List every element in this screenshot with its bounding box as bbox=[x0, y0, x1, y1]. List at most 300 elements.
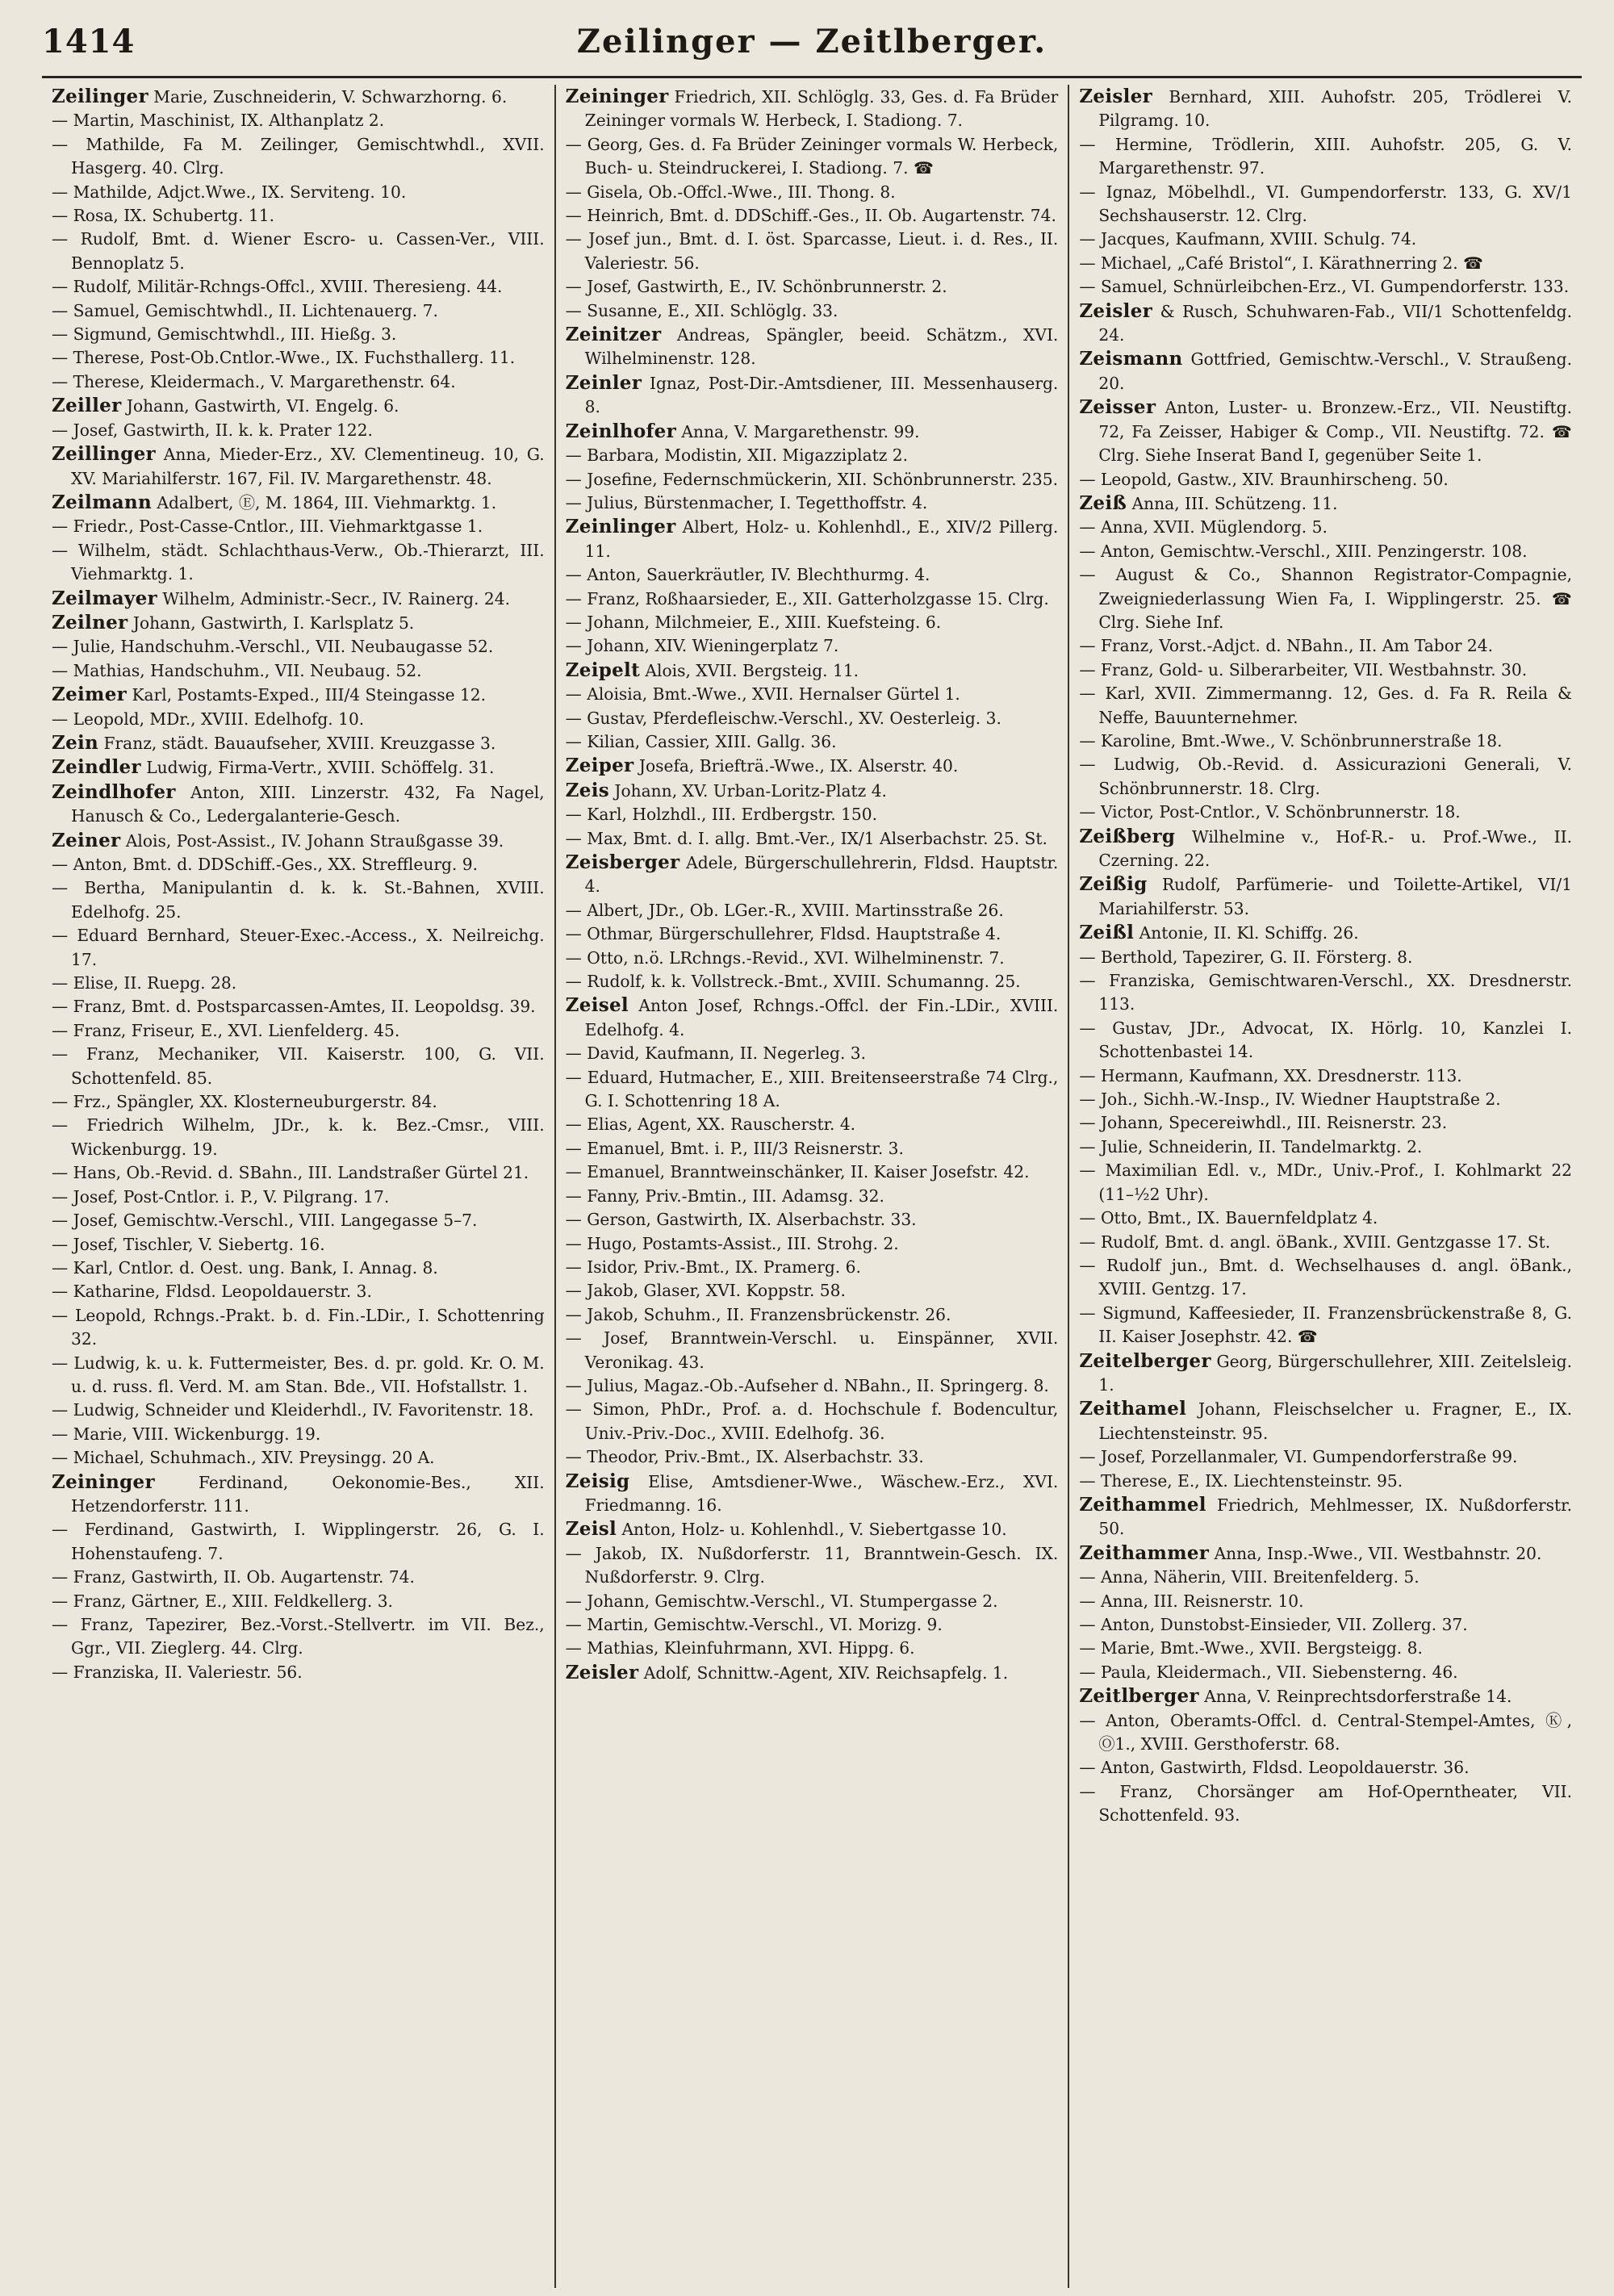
directory-entry bbox=[566, 634, 1059, 658]
entry-text: Andreas, Spängler, beeid. Schätzm., XVI. Wilhelminenstr. 128. bbox=[584, 325, 1059, 369]
entry-surname: Zeinlhofer bbox=[565, 420, 676, 442]
entry-text: Georg, Bürgerschullehrer, XIII. Zeitelsleig. 1. bbox=[1098, 1351, 1573, 1395]
entry-text: — Mathilde, Fa M. Zeilinger, Gemischtwhdl., XVII. Hasgerg. 40. Clrg. bbox=[52, 134, 545, 178]
entry-surname: Zeißberg bbox=[1079, 825, 1176, 847]
entry-text: — Therese, Kleidermach., V. Margarethenstr. 64. bbox=[52, 371, 456, 391]
directory-entry bbox=[1079, 634, 1572, 658]
entry-text: Adolf, Schnittw.-Agent, XIV. Reichsapfelg. 1. bbox=[638, 1662, 1009, 1683]
entry-surname: Zeininger bbox=[565, 86, 669, 107]
entry-text: — Therese, E., IX. Liechtensteinstr. 95. bbox=[1079, 1470, 1403, 1491]
entry-text: Johann, Gastwirth, I. Karlsplatz 5. bbox=[128, 613, 415, 633]
directory-entry bbox=[566, 1374, 1059, 1398]
entry-text: Johann, Gastwirth, VI. Engelg. 6. bbox=[121, 396, 399, 416]
entry-text: Johann, XV. Urban-Loritz-Platz 4. bbox=[608, 780, 887, 801]
entry-text: — Gustav, JDr., Advocat, IX. Hörlg. 10, Kanzlei I. Schottenbastei 14. bbox=[1079, 1018, 1573, 1062]
entry-text: — Gisela, Ob.-Offcl.-Wwe., III. Thong. 8. bbox=[565, 182, 896, 202]
entry-surname: Zeis bbox=[565, 779, 609, 801]
entry-text: — Karl, Cntlor. d. Oest. ung. Bank, I. Annag. 8. bbox=[52, 1257, 438, 1278]
entry-text: — Samuel, Schnürleibchen-Erz., VI. Gumpendorferstr. 133. bbox=[1079, 277, 1570, 297]
directory-entry bbox=[566, 993, 1059, 1042]
directory-entry bbox=[52, 683, 545, 707]
entry-surname: Zeillinger bbox=[52, 443, 156, 466]
directory-entry bbox=[566, 947, 1059, 970]
entry-text: — Hermann, Kaufmann, XX. Dresdnerstr. 113. bbox=[1079, 1065, 1462, 1085]
directory-entry bbox=[52, 1399, 545, 1422]
directory-entry bbox=[1079, 275, 1572, 299]
directory-entry bbox=[1079, 1780, 1572, 1828]
directory-entry bbox=[566, 228, 1059, 275]
directory-entry bbox=[52, 1470, 545, 1519]
directory-entry bbox=[52, 1186, 545, 1209]
directory-entry bbox=[566, 1470, 1059, 1518]
entry-text: — Paula, Kleidermach., VII. Siebensterng. 46. bbox=[1079, 1662, 1458, 1682]
directory-entry bbox=[1079, 1159, 1572, 1207]
directory-entry bbox=[566, 1161, 1059, 1184]
entry-text: Franz, städt. Bauaufseher, XVIII. Kreuzgasse 3. bbox=[98, 733, 496, 753]
directory-entry bbox=[52, 1423, 545, 1446]
entry-text: — Friedrich Wilhelm, JDr., k. k. Bez.-Cmsr., VIII. Wickenburgg. 19. bbox=[52, 1115, 545, 1159]
entry-text: — Josefine, Federnschmückerin, XII. Schönbrunnerstr. 235. bbox=[565, 469, 1058, 489]
entry-surname: Zeiper bbox=[565, 755, 634, 777]
directory-entry bbox=[52, 780, 545, 829]
directory-entry bbox=[1079, 85, 1572, 133]
directory-entry bbox=[1079, 659, 1572, 682]
directory-entry bbox=[52, 442, 545, 491]
directory-entry bbox=[52, 1019, 545, 1043]
directory-entry bbox=[1079, 1756, 1572, 1780]
directory-entry bbox=[52, 181, 545, 204]
directory-entry bbox=[1079, 1111, 1572, 1135]
directory-entry bbox=[1079, 1302, 1572, 1349]
entry-text: — Mathias, Kleinfuhrmann, XVI. Hippg. 6. bbox=[565, 1638, 915, 1658]
directory-entry bbox=[1079, 491, 1572, 516]
entry-text: — Anton, Dunstobst-Einsieder, VII. Zollerg. 37. bbox=[1079, 1615, 1468, 1634]
entry-text: — Karl, XVII. Zimmermanng. 12, Ges. d. Fa R. Reila & Neffe, Bauunternehmer. bbox=[1079, 684, 1573, 727]
page-header bbox=[42, 18, 1582, 78]
directory-entry bbox=[52, 1304, 545, 1352]
entry-text: — Susanne, E., XII. Schlöglg. 33. bbox=[565, 300, 838, 320]
entry-text: — Samuel, Gemischtwhdl., II. Lichtenauerg. 7. bbox=[52, 300, 438, 320]
entry-text: — Katharine, Fldsd. Leopoldauerstr. 3. bbox=[52, 1282, 372, 1302]
directory-entry bbox=[1079, 1709, 1572, 1757]
entry-columns bbox=[42, 85, 1582, 2288]
entry-text: — Sigmund, Gemischtwhdl., III. Hießg. 3. bbox=[52, 324, 397, 345]
entry-text: — Franz, Bmt. d. Postsparcassen-Amtes, II. Leopoldsg. 39. bbox=[52, 997, 536, 1017]
entry-text: — Jakob, Schuhm., II. Franzensbrückenstr. 26. bbox=[565, 1304, 951, 1324]
entry-text: — Marie, VIII. Wickenburgg. 19. bbox=[52, 1424, 321, 1444]
entry-text: — Anton, Oberamts-Offcl. d. Central-Stempel-Amtes, Ⓚ, Ⓞ1., XVIII. Gersthoferstr. 68. bbox=[1079, 1710, 1573, 1754]
entry-text: Wilhelm, Administr.-Secr., IV. Rainerg. 24. bbox=[157, 588, 510, 609]
entry-surname: Zeisig bbox=[565, 1470, 630, 1492]
page-number: 1414 bbox=[42, 23, 136, 61]
entry-surname: Zeindler bbox=[52, 756, 141, 779]
directory-entry bbox=[52, 1446, 545, 1470]
entry-text: — Johann, Specereiwhdl., III. Reisnerstr. 23. bbox=[1079, 1113, 1448, 1133]
entry-text: — Josef, Porzellanmaler, VI. Gumpendorferstraße 99. bbox=[1079, 1447, 1518, 1467]
directory-entry bbox=[566, 611, 1059, 634]
directory-entry bbox=[566, 1637, 1059, 1660]
entry-text: & Rusch, Schuhwaren-Fab., VII/1 Schottenfeldg. 24. bbox=[1098, 301, 1573, 345]
entry-text: Anna, V. Reinprechtsdorferstraße 14. bbox=[1198, 1687, 1512, 1707]
directory-entry bbox=[1079, 1566, 1572, 1589]
directory-entry bbox=[566, 730, 1059, 754]
directory-entry bbox=[1079, 395, 1572, 467]
entry-surname: Zeinlinger bbox=[565, 516, 676, 538]
entry-text: — Anton, Bmt. d. DDSchiff.-Ges., XX. Streffleurg. 9. bbox=[52, 855, 479, 874]
directory-entry bbox=[52, 876, 545, 924]
directory-entry bbox=[1079, 347, 1572, 395]
directory-entry bbox=[52, 659, 545, 683]
entry-text: Anton, XIII. Linzerstr. 432, Fa Nagel, Hanusch & Co., Ledergalanterie-Gesch. bbox=[71, 782, 545, 826]
entry-text: — Jakob, Glaser, XVI. Koppstr. 58. bbox=[565, 1281, 846, 1301]
directory-entry bbox=[566, 1398, 1059, 1445]
entry-text: — Gustav, Pferdefleischw.-Verschl., XV. Oesterleig. 3. bbox=[565, 708, 1001, 728]
entry-text: — Anton, Gastwirth, Fldsd. Leopoldauerstr. 36. bbox=[1079, 1758, 1470, 1778]
directory-entry bbox=[566, 1445, 1059, 1469]
entry-surname: Zeinitzer bbox=[565, 324, 662, 346]
entry-text: — Johann, XIV. Wieningerplatz 7. bbox=[565, 636, 839, 656]
entry-text: — Eduard, Hutmacher, E., XIII. Breitenseerstraße 74 Clrg., G. I. Schottenring 18 A. bbox=[565, 1067, 1059, 1111]
directory-entry bbox=[566, 1590, 1059, 1613]
entry-text: Elise, Amtsdiener-Wwe., Wäschew.-Erz., XVI. Friedmanng. 16. bbox=[584, 1471, 1059, 1515]
entry-text: — Johann, Milchmeier, E., XIII. Kuefsteing. 6. bbox=[565, 612, 942, 632]
entry-text: Adele, Bürgerschullehrerin, Fldsd. Hauptstr. 4. bbox=[584, 853, 1059, 897]
directory-entry bbox=[566, 181, 1059, 204]
directory-entry bbox=[566, 659, 1059, 683]
entry-text: — Wilhelm, städt. Schlachthaus-Verw., Ob.-Thierarzt, III. Viehmarktg. 1. bbox=[52, 540, 545, 584]
directory-entry bbox=[566, 1661, 1059, 1685]
entry-text: — Albert, JDr., Ob. LGer.-R., XVIII. Martinsstraße 26. bbox=[565, 900, 1004, 920]
directory-entry bbox=[1079, 921, 1572, 945]
entry-surname: Zeisler bbox=[565, 1661, 639, 1683]
entry-text: — Mathias, Handschuhm., VII. Neubaug. 52. bbox=[52, 660, 422, 680]
directory-entry bbox=[566, 444, 1059, 467]
directory-entry bbox=[1079, 1349, 1572, 1398]
entry-text: Albert, Holz- u. Kohlenhdl., E., XIV/2 Pillerg. 11. bbox=[584, 517, 1059, 561]
entry-text: — Josef, Gastwirth, II. k. k. Prater 122. bbox=[52, 420, 373, 440]
entry-text: — Rudolf, Militär-Rchngs-Offcl., XVIII. Theresieng. 44. bbox=[52, 277, 503, 297]
entry-text: — Josef, Branntwein-Verschl. u. Einspänner, XVII. Veronikag. 43. bbox=[565, 1328, 1059, 1372]
directory-entry bbox=[1079, 1207, 1572, 1230]
entry-text: — Michael, „Café Bristol“, I. Kärathnerring 2. ☎ bbox=[1079, 253, 1484, 273]
directory-entry bbox=[1079, 1493, 1572, 1541]
directory-entry bbox=[1079, 730, 1572, 753]
directory-entry bbox=[566, 563, 1059, 587]
entry-text: — Anna, Näherin, VIII. Breitenfelderg. 5. bbox=[1079, 1567, 1420, 1587]
entry-surname: Zeisberger bbox=[565, 851, 680, 873]
entry-text: — Mathilde, Adjct.Wwe., IX. Serviteng. 10. bbox=[52, 182, 407, 202]
column-middle bbox=[554, 85, 1068, 2288]
entry-text: Anna, V. Margarethenstr. 99. bbox=[676, 421, 920, 441]
directory-entry bbox=[566, 1517, 1059, 1541]
directory-entry bbox=[566, 133, 1059, 181]
entry-text: — Marie, Bmt.-Wwe., XVII. Bergsteigg. 8. bbox=[1079, 1638, 1423, 1658]
entry-text: — Theodor, Priv.-Bmt., IX. Alserbachstr. 33. bbox=[565, 1447, 924, 1467]
entry-text: — Ludwig, k. u. k. Futtermeister, Bes. d. pr. gold. Kr. O. M. u. d. russ. fl. Verd. M. am Stan. Bde., VII. Hofstallstr. 1. bbox=[52, 1353, 545, 1396]
entry-text: — Gerson, Gastwirth, IX. Alserbachstr. 33. bbox=[565, 1210, 917, 1230]
entry-surname: Zeindlhofer bbox=[52, 780, 176, 803]
entry-surname: Zeiß bbox=[1079, 491, 1127, 514]
entry-surname: Zeithammer bbox=[1079, 1541, 1210, 1564]
entry-text: Alois, XVII. Bergsteig. 11. bbox=[640, 660, 859, 680]
entry-surname: Zeilmann bbox=[52, 491, 152, 513]
directory-entry bbox=[566, 371, 1059, 420]
entry-text: — Frz., Spängler, XX. Klosterneuburgerstr. 84. bbox=[52, 1092, 437, 1112]
directory-entry bbox=[1079, 1637, 1572, 1660]
entry-text: — Martin, Maschinist, IX. Althanplatz 2. bbox=[52, 111, 385, 131]
directory-entry bbox=[1079, 468, 1572, 491]
entry-surname: Zeinler bbox=[565, 371, 642, 394]
entry-text: — Hermine, Trödlerin, XIII. Auhofstr. 205, G. V. Margarethenstr. 97. bbox=[1079, 134, 1573, 178]
entry-text: — Karoline, Bmt.-Wwe., V. Schönbrunnerstraße 18. bbox=[1079, 730, 1503, 751]
directory-entry bbox=[566, 683, 1059, 706]
directory-entry bbox=[1079, 1088, 1572, 1111]
directory-entry bbox=[52, 708, 545, 731]
entry-text: Gottfried, Gemischtw.-Verschl., V. Straußeng. 20. bbox=[1098, 349, 1573, 393]
directory-entry bbox=[566, 851, 1059, 899]
directory-entry bbox=[52, 611, 545, 635]
directory-entry bbox=[52, 1257, 545, 1280]
directory-entry bbox=[1079, 1135, 1572, 1159]
entry-text: — Julius, Bürstenmacher, I. Tegetthoffstr. 4. bbox=[565, 492, 928, 512]
directory-entry bbox=[1079, 133, 1572, 181]
entry-text: — Heinrich, Bmt. d. DDSchiff.-Ges., II. Ob. Augartenstr. 74. bbox=[565, 206, 1056, 226]
entry-text: — Franz, Tapezirer, Bez.-Vorst.-Stellvertr. im VII. Bez., Ggr., VII. Zieglerg. 44. Clrg. bbox=[52, 1615, 545, 1658]
directory-entry bbox=[1079, 969, 1572, 1017]
entry-surname: Zeilmayer bbox=[52, 587, 157, 609]
entry-text: Anton, Holz- u. Kohlenhdl., V. Siebertgasse 10. bbox=[617, 1520, 1007, 1540]
directory-entry bbox=[52, 539, 545, 587]
entry-text: — Franz, Friseur, E., XVI. Lienfelderg. 45. bbox=[52, 1020, 400, 1040]
directory-entry bbox=[1079, 1445, 1572, 1469]
entry-text: Anna, III. Schützeng. 11. bbox=[1127, 493, 1338, 513]
entry-text: — Franz, Gärtner, E., XIII. Feldkellerg. 3. bbox=[52, 1591, 393, 1611]
directory-entry bbox=[1079, 753, 1572, 801]
entry-text: — Leopold, MDr., XVIII. Edelhofg. 10. bbox=[52, 709, 365, 729]
entry-text: Rudolf, Parfümerie- und Toilette-Artikel, VI/1 Mariahilferstr. 53. bbox=[1098, 875, 1573, 918]
entry-text: — Anton, Sauerkräutler, IV. Blechthurmg. 4. bbox=[565, 565, 930, 585]
directory-entry bbox=[52, 1233, 545, 1257]
entry-surname: Zeilinger bbox=[52, 86, 148, 107]
entry-text: Anna, Insp.-Wwe., VII. Westbahnstr. 20. bbox=[1209, 1543, 1542, 1563]
entry-text: Antonie, II. Kl. Schiffg. 26. bbox=[1134, 923, 1359, 943]
entry-text: — Jacques, Kaufmann, XVIII. Schulg. 74. bbox=[1079, 229, 1417, 249]
directory-entry bbox=[1079, 1541, 1572, 1566]
directory-entry bbox=[1079, 1397, 1572, 1445]
entry-text: — Eduard Bernhard, Steuer-Exec.-Access., X. Neilreichg. 17. bbox=[52, 926, 545, 969]
entry-text: — Anna, XVII. Müglendorg. 5. bbox=[1079, 517, 1328, 537]
directory-entry bbox=[52, 1043, 545, 1090]
entry-text: — Isidor, Priv.-Bmt., IX. Pramerg. 6. bbox=[565, 1257, 861, 1277]
directory-entry bbox=[52, 515, 545, 538]
directory-entry bbox=[52, 1590, 545, 1613]
entry-text: — David, Kaufmann, II. Negerleg. 3. bbox=[565, 1043, 867, 1064]
entry-text: — Josef, Post-Cntlor. i. P., V. Pilgrang. 17. bbox=[52, 1186, 390, 1207]
directory-entry bbox=[1079, 1661, 1572, 1684]
directory-entry bbox=[566, 491, 1059, 515]
entry-surname: Zeilner bbox=[52, 611, 128, 634]
directory-entry bbox=[52, 1566, 545, 1589]
entry-text: — Julie, Handschuhm.-Verschl., VII. Neubaugasse 52. bbox=[52, 637, 494, 657]
entry-text: Alois, Post-Assist., IV. Johann Straußgasse 39. bbox=[120, 830, 504, 851]
entry-text: — Emanuel, Bmt. i. P., III/3 Reisnerstr. 3. bbox=[565, 1138, 904, 1158]
directory-entry bbox=[52, 299, 545, 323]
entry-text: — Ludwig, Schneider und Kleiderhdl., IV. Favoritenstr. 18. bbox=[52, 1400, 534, 1420]
entry-text: — Fanny, Priv.-Bmtin., III. Adamsg. 32. bbox=[565, 1186, 884, 1206]
directory-entry bbox=[52, 1209, 545, 1232]
entry-text: — Anton, Gemischtw.-Verschl., XIII. Penzingerstr. 108. bbox=[1079, 541, 1528, 561]
entry-text: — Michael, Schuhmach., XIV. Preysingg. 20 A. bbox=[52, 1448, 435, 1468]
directory-entry bbox=[52, 491, 545, 515]
directory-entry bbox=[566, 970, 1059, 993]
directory-entry bbox=[566, 299, 1059, 323]
entry-text: Ignaz, Post-Dir.-Amtsdiener, III. Messenhauserg. 8. bbox=[584, 373, 1059, 417]
entry-surname: Zeiller bbox=[52, 395, 122, 417]
entry-text: — Rudolf, Bmt. d. angl. öBank., XVIII. Gentzgasse 17. St. bbox=[1079, 1232, 1551, 1252]
directory-entry bbox=[1079, 181, 1572, 228]
directory-entry bbox=[1079, 1254, 1572, 1302]
entry-text: — Franz, Gastwirth, II. Ob. Augartenstr. 74. bbox=[52, 1567, 415, 1587]
entry-text: — Leopold, Rchngs.-Prakt. b. d. Fin.-LDir., I. Schottenring 32. bbox=[52, 1305, 545, 1349]
directory-entry bbox=[52, 109, 545, 132]
entry-text: Wilhelmine v., Hof-R.- u. Prof.-Wwe., II. Czerning. 22. bbox=[1098, 826, 1573, 870]
directory-entry bbox=[1079, 1684, 1572, 1708]
entry-text: — Therese, Post-Ob.Cntlor.-Wwe., IX. Fuchsthallerg. 11. bbox=[52, 348, 516, 368]
entry-text: Anton, Luster- u. Bronzew.-Erz., VII. Neustiftg. 72, Fa Zeisser, Habiger & Comp., VII. Neustiftg. 72. ☎ Clrg. Siehe Inserat Band I, gegenüber Seite 1. bbox=[1098, 398, 1573, 466]
entry-text: — Franz, Vorst.-Adjct. d. NBahn., II. Am Tabor 24. bbox=[1079, 636, 1494, 656]
directory-entry bbox=[566, 1613, 1059, 1637]
directory-entry bbox=[52, 1114, 545, 1161]
entry-text: — Rosa, IX. Schubertg. 11. bbox=[52, 206, 275, 226]
directory-entry bbox=[52, 133, 545, 181]
entry-text: — Karl, Holzhdl., III. Erdbergstr. 150. bbox=[565, 805, 878, 825]
entry-text: — Julius, Magaz.-Ob.-Aufseher d. NBahn., II. Springerg. 8. bbox=[565, 1375, 1049, 1395]
directory-entry bbox=[566, 707, 1059, 730]
entry-text: — Josef, Gemischtw.-Verschl., VIII. Langegasse 5–7. bbox=[52, 1211, 478, 1231]
entry-text: — Martin, Gemischtw.-Verschl., VI. Morizg. 9. bbox=[565, 1615, 943, 1634]
directory-entry bbox=[566, 1279, 1059, 1303]
directory-entry bbox=[52, 346, 545, 370]
entry-text: — August & Co., Shannon Registrator-Compagnie, Zweigniederlassung Wien Fa, I. Wipplingerstr. 25. ☎ Clrg. Siehe Inf. bbox=[1079, 565, 1573, 632]
directory-entry bbox=[52, 995, 545, 1018]
directory-entry bbox=[1079, 872, 1572, 921]
directory-entry bbox=[566, 1137, 1059, 1161]
directory-entry bbox=[566, 204, 1059, 228]
entry-surname: Zeisler bbox=[1079, 299, 1153, 322]
directory-entry bbox=[1079, 825, 1572, 873]
directory-entry bbox=[566, 420, 1059, 444]
directory-entry bbox=[566, 468, 1059, 491]
entry-text: Johann, Fleischselcher u. Fragner, E., IX. Liechtensteinstr. 95. bbox=[1098, 1399, 1573, 1443]
entry-text: — Rudolf, k. k. Vollstreck.-Bmt., XVIII. Schumanng. 25. bbox=[565, 972, 1021, 992]
entry-text: — Rudolf jun., Bmt. d. Wechselhauses d. angl. öBank., XVIII. Gentzg. 17. bbox=[1079, 1255, 1573, 1299]
entry-text: — Ludwig, Ob.-Revid. d. Assicurazioni Generali, V. Schönbrunnerstr. 18. Clrg. bbox=[1079, 755, 1573, 798]
entry-text: Ferdinand, Oekonomie-Bes., XII. Hetzendorferstr. 111. bbox=[71, 1472, 545, 1516]
entry-text: — Friedr., Post-Casse-Cntlor., III. Viehmarktgasse 1. bbox=[52, 516, 483, 537]
entry-surname: Zeimer bbox=[52, 684, 128, 706]
directory-entry bbox=[1079, 1613, 1572, 1637]
directory-entry bbox=[52, 275, 545, 299]
directory-entry bbox=[566, 1208, 1059, 1232]
entry-text: — Kilian, Cassier, XIII. Gallg. 36. bbox=[565, 731, 837, 751]
directory-entry bbox=[52, 731, 545, 755]
entry-surname: Zeitlberger bbox=[1079, 1685, 1199, 1708]
directory-entry bbox=[566, 899, 1059, 922]
directory-entry bbox=[52, 1352, 545, 1399]
entry-surname: Zeisser bbox=[1079, 396, 1156, 419]
directory-entry bbox=[566, 754, 1059, 778]
directory-entry bbox=[566, 1113, 1059, 1136]
entry-surname: Zeisl bbox=[565, 1518, 617, 1541]
entry-text: — Aloisia, Bmt.-Wwe., XVII. Hernalser Gürtel 1. bbox=[565, 684, 960, 705]
entry-text: — Bertha, Manipulantin d. k. k. St.-Bahnen, XVIII. Edelhofg. 25. bbox=[52, 878, 545, 922]
column-right bbox=[1068, 85, 1582, 2288]
entry-text: Ludwig, Firma-Vertr., XVIII. Schöffelg. 31. bbox=[140, 758, 495, 778]
directory-entry bbox=[52, 394, 545, 418]
directory-entry bbox=[566, 1066, 1059, 1114]
directory-entry bbox=[1079, 1017, 1572, 1064]
column-left bbox=[42, 85, 554, 2288]
directory-entry bbox=[566, 1542, 1059, 1590]
entry-text: — Hugo, Postamts-Assist., III. Strohg. 2. bbox=[565, 1233, 899, 1253]
entry-text: Marie, Zuschneiderin, V. Schwarzhorng. 6. bbox=[148, 87, 508, 107]
entry-text: — Simon, PhDr., Prof. a. d. Hochschule f. Bodencultur, Univ.-Priv.-Doc., XVIII. Edelhofg. 36. bbox=[565, 1399, 1059, 1443]
directory-entry bbox=[52, 204, 545, 228]
directory-entry bbox=[566, 922, 1059, 946]
directory-entry bbox=[566, 275, 1059, 299]
entry-text: — Othmar, Bürgerschullehrer, Fldsd. Hauptstraße 4. bbox=[565, 924, 1001, 944]
directory-entry bbox=[52, 323, 545, 346]
entry-text: Anna, Mieder-Erz., XV. Clementineug. 10, G. XV. Mariahilferstr. 167, Fil. IV. Margarethenstr. 48. bbox=[71, 445, 545, 488]
entry-text: — Jakob, IX. Nußdorferstr. 11, Branntwein-Gesch. IX. Nußdorferstr. 9. Clrg. bbox=[565, 1543, 1059, 1587]
directory-entry bbox=[1079, 946, 1572, 969]
entry-text: — Julie, Schneiderin, II. Tandelmarktg. 2. bbox=[1079, 1136, 1423, 1156]
directory-entry bbox=[566, 85, 1059, 133]
directory-entry bbox=[1079, 682, 1572, 730]
entry-text: — Ferdinand, Gastwirth, I. Wipplingerstr. 26, G. I. Hohenstaufeng. 7. bbox=[52, 1520, 545, 1563]
directory-entry bbox=[52, 1518, 545, 1566]
entry-text: — Maximilian Edl. v., MDr., Univ.-Prof., I. Kohlmarkt 22 (11–½2 Uhr). bbox=[1079, 1161, 1573, 1204]
entry-surname: Zeißig bbox=[1079, 873, 1148, 896]
entry-text: — Franz, Gold- u. Silberarbeiter, VII. Westbahnstr. 30. bbox=[1079, 659, 1528, 680]
entry-text: — Otto, n.ö. LRchngs.-Revid., XVI. Wilhelminenstr. 7. bbox=[565, 947, 1005, 968]
directory-entry bbox=[52, 853, 545, 876]
entry-text: — Max, Bmt. d. I. allg. Bmt.-Ver., IX/1 Alserbachstr. 25. St. bbox=[565, 828, 1047, 848]
directory-entry bbox=[1079, 252, 1572, 275]
entry-surname: Zeininger bbox=[52, 1470, 155, 1493]
directory-entry bbox=[52, 635, 545, 659]
entry-text: — Hans, Ob.-Revid. d. SBahn., III. Landstraßer Gürtel 21. bbox=[52, 1163, 529, 1183]
entry-text: — Josef, Tischler, V. Siebertg. 16. bbox=[52, 1234, 325, 1254]
directory-entry bbox=[566, 1185, 1059, 1208]
entry-text: — Franz, Mechaniker, VII. Kaiserstr. 100, G. VII. Schottenfeld. 85. bbox=[52, 1044, 545, 1088]
directory-entry bbox=[566, 1303, 1059, 1327]
entry-text: Bernhard, XIII. Auhofstr. 205, Trödlerei V. Pilgramg. 10. bbox=[1098, 87, 1573, 131]
entry-text: Adalbert, Ⓔ, M. 1864, III. Viehmarktg. 1. bbox=[151, 492, 497, 512]
entry-text: — Ignaz, Möbelhdl., VI. Gumpendorferstr. 133, G. XV/1 Sechshauserstr. 12. Clrg. bbox=[1079, 182, 1573, 226]
entry-text: — Otto, Bmt., IX. Bauernfeldplatz 4. bbox=[1079, 1208, 1378, 1228]
directory-entry bbox=[1079, 1590, 1572, 1613]
directory-entry bbox=[52, 228, 545, 275]
directory-entry bbox=[52, 85, 545, 109]
entry-text: Anton Josef, Rchngs.-Offcl. der Fin.-LDir., XVIII. Edelhofg. 4. bbox=[584, 996, 1059, 1039]
running-head: Zeilinger — Zeitlberger. bbox=[576, 23, 1047, 61]
directory-entry bbox=[52, 1161, 545, 1185]
directory-entry bbox=[566, 588, 1059, 611]
entry-text: — Josef jun., Bmt. d. I. öst. Sparcasse, Lieut. i. d. Res., II. Valeriestr. 56. bbox=[565, 229, 1059, 273]
entry-surname: Zeisler bbox=[1079, 86, 1153, 107]
entry-text: — Victor, Post-Cntlor., V. Schönbrunnerstr. 18. bbox=[1079, 802, 1461, 822]
